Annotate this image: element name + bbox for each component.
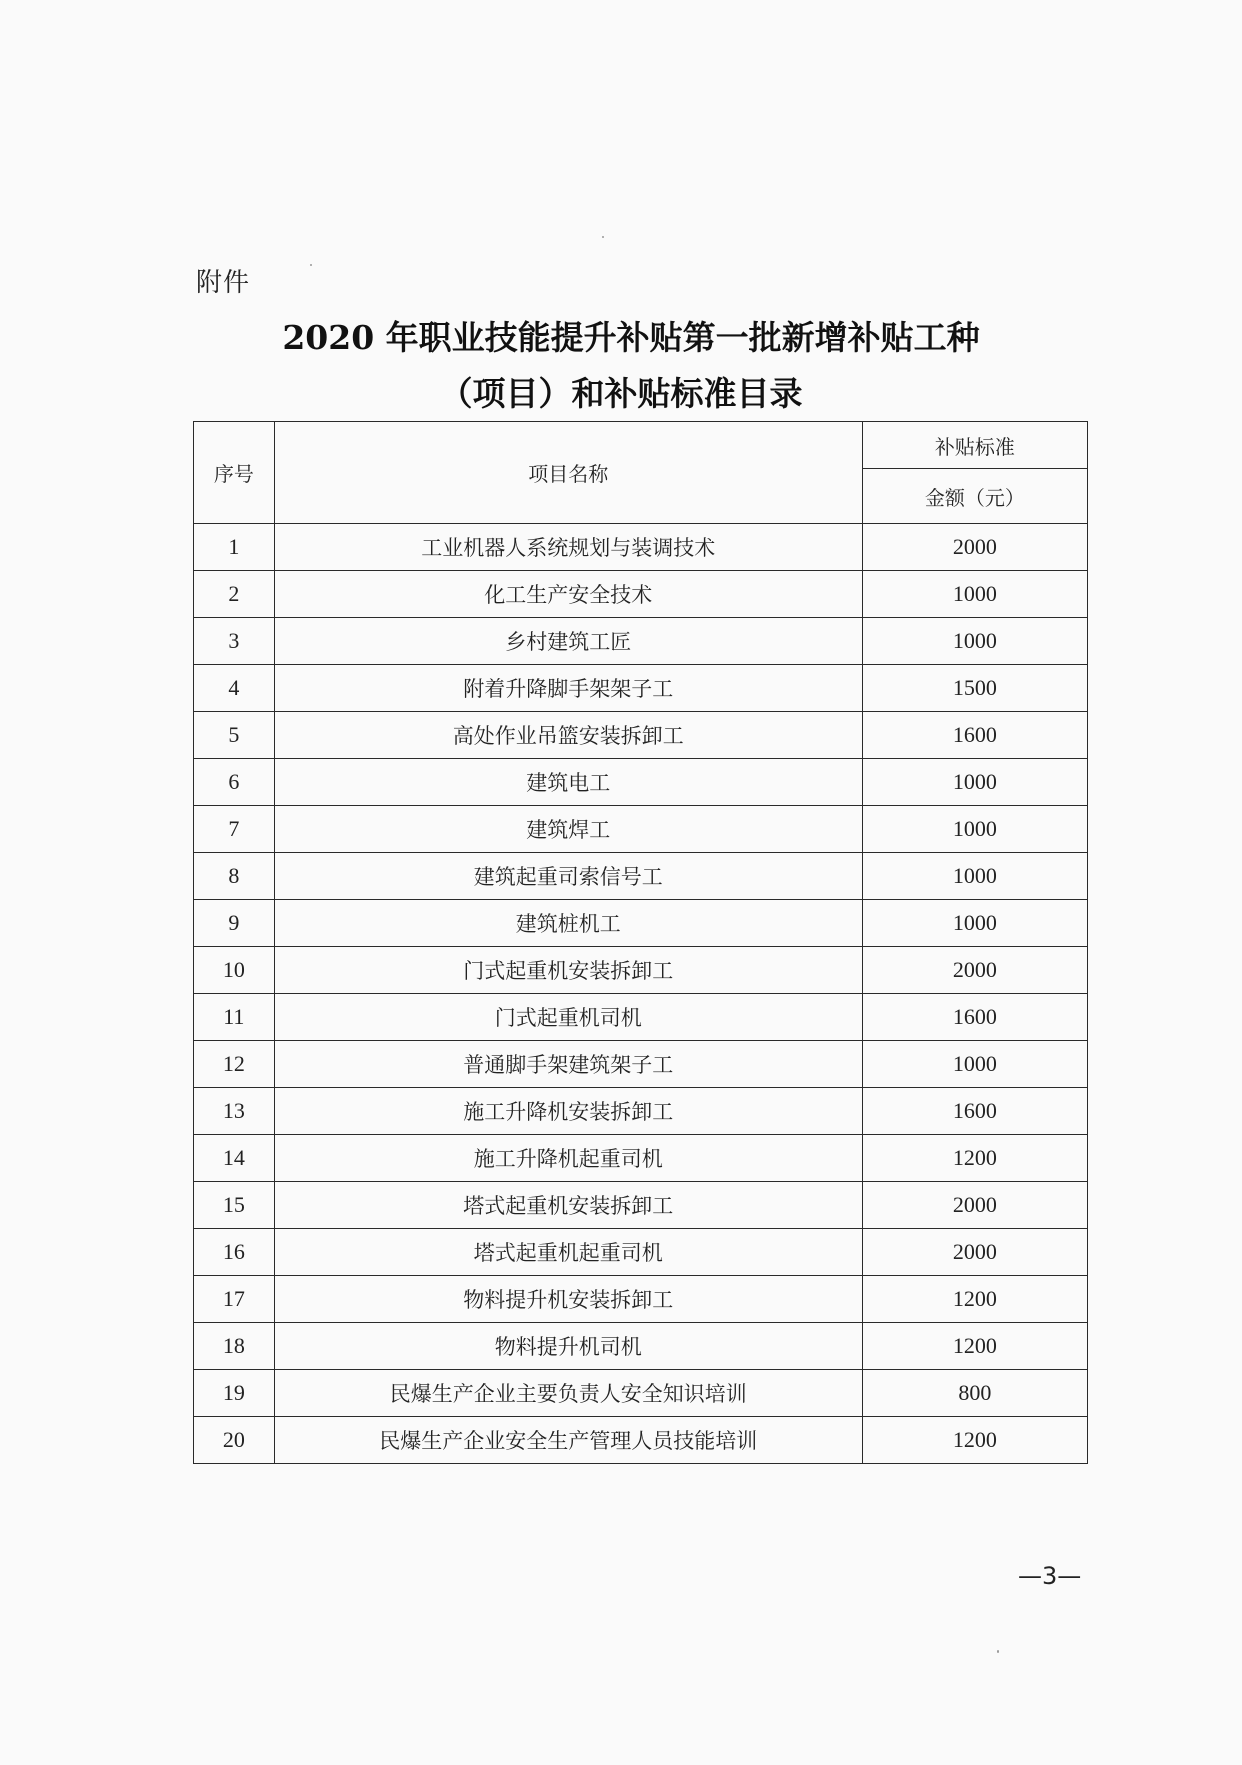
row-project-name: 附着升降脚手架架子工 (274, 665, 862, 712)
table-row (194, 759, 1088, 806)
row-amount: 1200 (862, 1323, 1087, 1370)
row-index: 14 (194, 1135, 275, 1182)
row-amount: 1000 (862, 1041, 1087, 1088)
row-project-name: 工业机器人系统规划与装调技术 (274, 524, 862, 571)
row-index: 7 (194, 806, 275, 853)
row-project-name: 门式起重机司机 (274, 994, 862, 1041)
table-row (194, 900, 1088, 947)
row-amount: 2000 (862, 524, 1087, 571)
row-index: 12 (194, 1041, 275, 1088)
row-amount: 1200 (862, 1276, 1087, 1323)
row-amount: 1600 (862, 994, 1087, 1041)
row-amount: 1000 (862, 806, 1087, 853)
row-amount: 800 (862, 1370, 1087, 1417)
row-amount: 1600 (862, 1088, 1087, 1135)
table-row (194, 1041, 1088, 1088)
row-project-name: 建筑焊工 (274, 806, 862, 853)
row-project-name: 化工生产安全技术 (274, 571, 862, 618)
row-index: 16 (194, 1229, 275, 1276)
table-row (194, 853, 1088, 900)
row-index: 4 (194, 665, 275, 712)
row-project-name: 建筑桩机工 (274, 900, 862, 947)
row-index: 19 (194, 1370, 275, 1417)
row-index: 3 (194, 618, 275, 665)
table-row (194, 1088, 1088, 1135)
table-row (194, 524, 1088, 571)
row-amount: 1000 (862, 853, 1087, 900)
row-project-name: 塔式起重机起重司机 (274, 1229, 862, 1276)
table-row (194, 1417, 1088, 1464)
row-project-name: 建筑电工 (274, 759, 862, 806)
row-project-name: 民爆生产企业安全生产管理人员技能培训 (274, 1417, 862, 1464)
row-index: 6 (194, 759, 275, 806)
row-index: 15 (194, 1182, 275, 1229)
table-row (194, 947, 1088, 994)
header-amount: 金额（元） (862, 469, 1087, 524)
row-index: 10 (194, 947, 275, 994)
row-project-name: 门式起重机安装拆卸工 (274, 947, 862, 994)
row-amount: 1200 (862, 1417, 1087, 1464)
row-project-name: 普通脚手架建筑架子工 (274, 1041, 862, 1088)
row-amount: 1000 (862, 759, 1087, 806)
row-index: 9 (194, 900, 275, 947)
row-project-name: 施工升降机起重司机 (274, 1135, 862, 1182)
subsidy-table (193, 421, 1088, 1464)
row-project-name: 物料提升机安装拆卸工 (274, 1276, 862, 1323)
scan-speck (602, 236, 604, 238)
row-amount: 1000 (862, 571, 1087, 618)
table-row (194, 1323, 1088, 1370)
table-row (194, 571, 1088, 618)
row-amount: 1000 (862, 900, 1087, 947)
document-title-line-2: （项目）和补贴标准目录 (439, 374, 803, 413)
row-project-name: 塔式起重机安装拆卸工 (274, 1182, 862, 1229)
row-index: 20 (194, 1417, 275, 1464)
row-index: 5 (194, 712, 275, 759)
row-amount: 2000 (862, 1229, 1087, 1276)
row-index: 11 (194, 994, 275, 1041)
row-index: 1 (194, 524, 275, 571)
table-row (194, 1276, 1088, 1323)
table-row (194, 1229, 1088, 1276)
row-amount: 2000 (862, 1182, 1087, 1229)
row-index: 17 (194, 1276, 275, 1323)
row-index: 18 (194, 1323, 275, 1370)
row-index: 2 (194, 571, 275, 618)
table-row (194, 1370, 1088, 1417)
row-index: 13 (194, 1088, 275, 1135)
page-number: —3— (1018, 1562, 1082, 1590)
row-project-name: 物料提升机司机 (274, 1323, 862, 1370)
row-amount: 1500 (862, 665, 1087, 712)
row-amount: 1200 (862, 1135, 1087, 1182)
table-body (194, 524, 1088, 1464)
table-row (194, 1182, 1088, 1229)
row-project-name: 民爆生产企业主要负责人安全知识培训 (274, 1370, 862, 1417)
row-amount: 1600 (862, 712, 1087, 759)
scan-speck (997, 1650, 999, 1653)
table-row (194, 618, 1088, 665)
header-index: 序号 (194, 422, 275, 524)
row-project-name: 高处作业吊篮安装拆卸工 (274, 712, 862, 759)
row-project-name: 建筑起重司索信号工 (274, 853, 862, 900)
header-subsidy-standard: 补贴标准 (862, 422, 1087, 469)
table-row (194, 712, 1088, 759)
row-project-name: 乡村建筑工匠 (274, 618, 862, 665)
row-amount: 2000 (862, 947, 1087, 994)
document-title-line-1: 2020 年职业技能提升补贴第一批新增补贴工种 (282, 318, 980, 357)
table-row (194, 806, 1088, 853)
header-project-name: 项目名称 (274, 422, 862, 524)
row-index: 8 (194, 853, 275, 900)
row-amount: 1000 (862, 618, 1087, 665)
scan-speck (310, 264, 312, 266)
row-project-name: 施工升降机安装拆卸工 (274, 1088, 862, 1135)
table-row (194, 665, 1088, 712)
attachment-label: 附件 (196, 268, 251, 298)
table-row (194, 1135, 1088, 1182)
table-row (194, 994, 1088, 1041)
